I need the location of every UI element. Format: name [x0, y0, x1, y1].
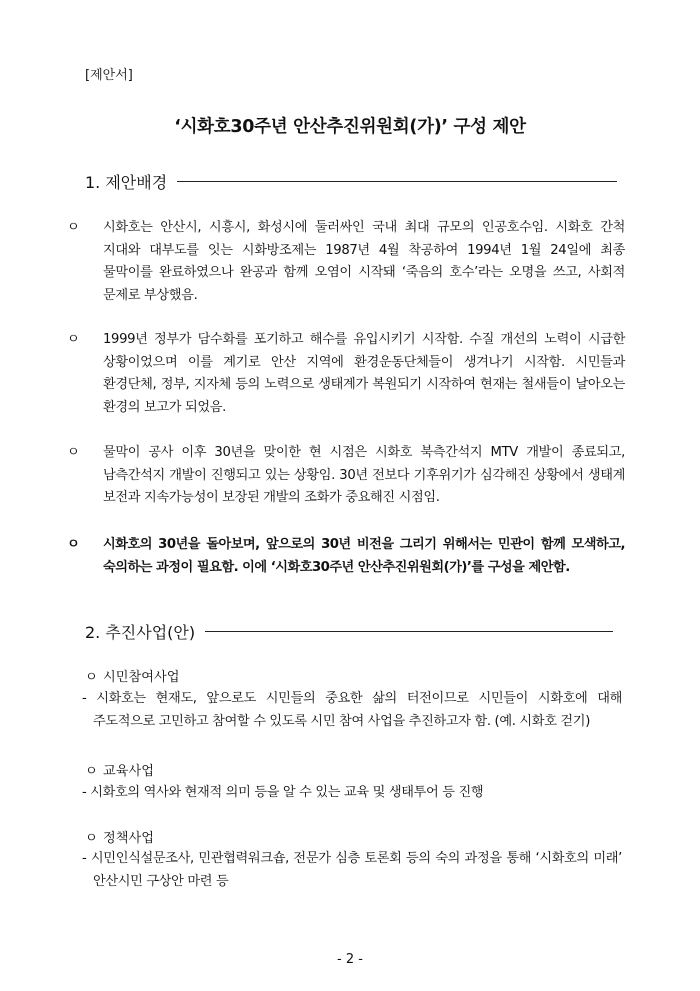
proposal-statement [67, 534, 625, 579]
document-title: ‘시화호30주년 안산추진위원회(가)’ 구성 제안 [174, 117, 526, 137]
background-paragraph-2 [67, 329, 625, 419]
project-item-detail-2 [82, 782, 622, 805]
project-item-detail-1 [82, 688, 622, 733]
project-item-title-2 [85, 760, 154, 779]
section-heading-text: 2. 추진사업(안) [85, 623, 196, 642]
item-detail: 시민인식설문조사, 민관협력워크숍, 전문가 심층 토론회 등의 숙의 과정을 통해 ‘시화호의 미래’ 안산시민 구상안 마련 등 [90, 851, 622, 889]
section-rule [205, 631, 613, 632]
item-title: 시민참여사업 [103, 670, 180, 685]
dash-marker: - [82, 691, 87, 706]
paragraph-text: 시화호의 30년을 돌아보며, 앞으로의 30년 비전을 그리기 위해서는 민관이 함께 모색하고, 숙의하는 과정이 필요함. 이에 ‘시화호30주년 안산추진위원회(가)’를 구성을 제안함. [103, 537, 625, 575]
bullet-marker: ㅇ [67, 537, 80, 552]
background-paragraph-3 [67, 442, 625, 510]
background-paragraph-1 [67, 217, 625, 307]
bullet-marker: ㅇ [67, 332, 80, 347]
paragraph-text: 시화호는 안산시, 시흥시, 화성시에 둘러싸인 국내 최대 규모의 인공호수임. 시화호 간척 지대와 대부도를 잇는 시화방조제는 1987년 4월 착공하여 1994년 1월 24일에 최종 물막이를 완료하였으나 완공과 함께 오염이 시작돼 ‘죽음의 호수’라는 오명을 쓰고, 사회적 문제로 부상했음. [103, 220, 625, 303]
bullet-marker: ㅇ [67, 445, 80, 460]
item-title: 정책사업 [103, 831, 154, 846]
bullet-marker: ㅇ [85, 831, 98, 846]
paragraph-text: 1999년 정부가 담수화를 포기하고 해수를 유입시키기 시작함. 수질 개선의 노력이 시급한 상황이었으며 이를 계기로 안산 지역에 환경운동단체들이 생겨나기 시작함. 시민들과 환경단체, 정부, 지자체 등의 노력으로 생태계가 복원되기 시작하여 현재는 철새들이 날아오는 환경의 보고가 되었음. [103, 332, 625, 415]
dash-marker: - [82, 785, 87, 800]
dash-marker: - [82, 851, 87, 866]
section-rule [177, 181, 617, 182]
document-label: [제안서] [85, 68, 133, 83]
section-heading-text: 1. 제안배경 [85, 173, 168, 192]
section-heading-projects [85, 620, 613, 643]
project-item-title-3 [85, 827, 154, 846]
item-title: 교육사업 [103, 764, 154, 779]
project-item-title-1 [85, 666, 179, 685]
paragraph-text: 물막이 공사 이후 30년을 맞이한 현 시점은 시화호 북측간석지 MTV 개발이 종료되고, 남측간석지 개발이 진행되고 있는 상황임. 30년 전보다 기후위기가 심각해진 상황에서 생태계 보전과 지속가능성이 보장된 개발의 조화가 중요해진 시점임. [103, 445, 625, 505]
item-detail: 시화호는 현재도, 앞으로도 시민들의 중요한 삶의 터전이므로 시민들이 시화호에 대해 주도적으로 고민하고 참여할 수 있도록 시민 참여 사업을 추진하고자 함. (예. 시화호 걷기) [93, 691, 622, 729]
project-item-detail-3 [82, 848, 622, 893]
section-heading-background [85, 170, 617, 193]
page-number: - 2 - [337, 952, 363, 967]
bullet-marker: ㅇ [67, 220, 80, 235]
bullet-marker: ㅇ [85, 670, 98, 685]
item-detail: 시화호의 역사와 현재적 의미 등을 알 수 있는 교육 및 생태투어 등 진행 [90, 785, 484, 800]
bullet-marker: ㅇ [85, 764, 98, 779]
